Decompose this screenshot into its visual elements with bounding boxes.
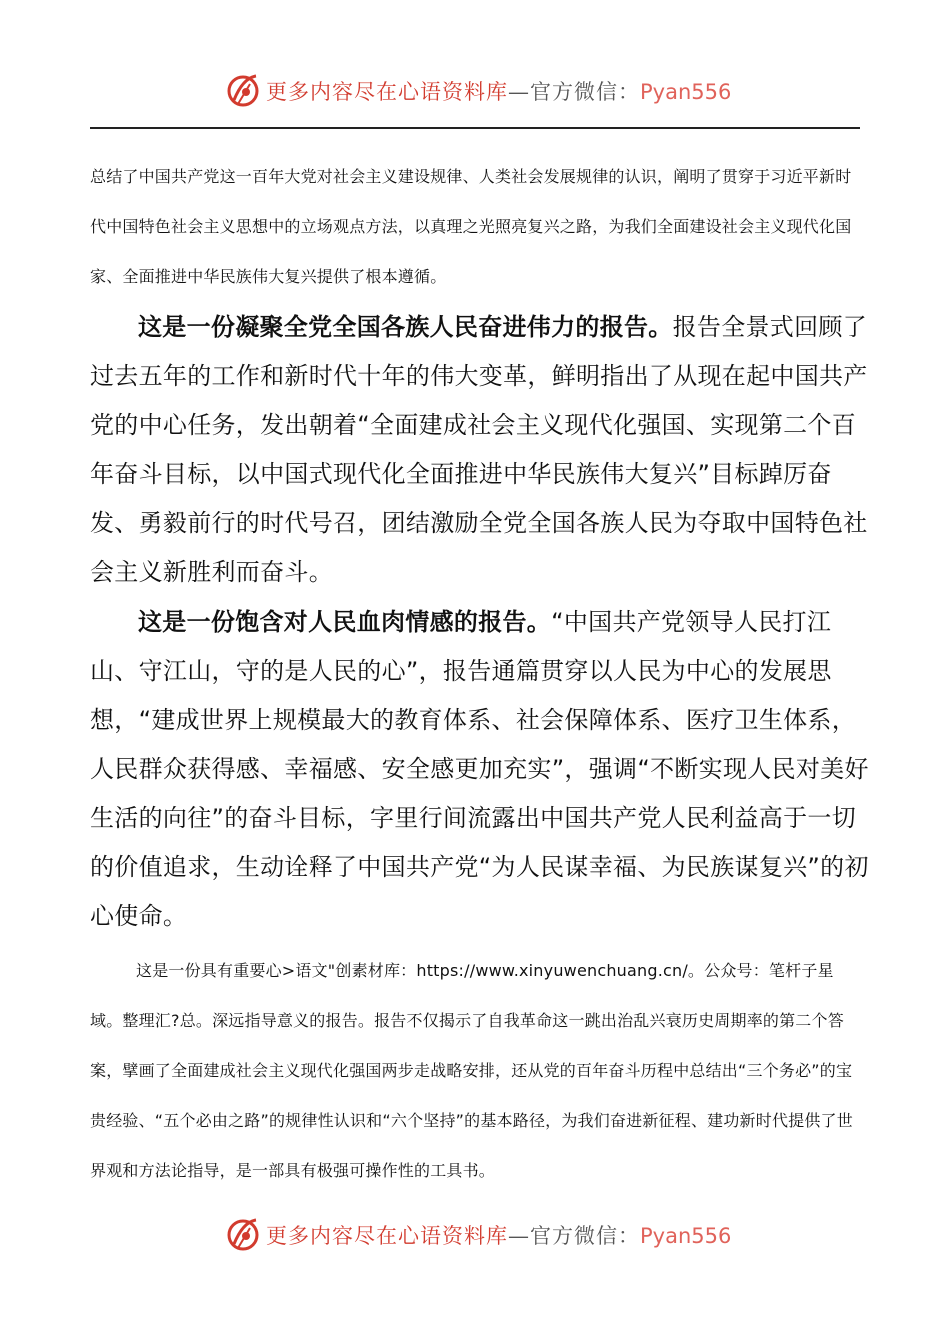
brand-logo-icon (226, 1214, 262, 1254)
brand-text: 更多内容尽在心语资料库 (266, 80, 508, 104)
paragraph-1-body: 报告全景式回顾了过去五年的工作和新时代十年的伟大变革，鲜明指出了从现在起中国共产党的中心任务，发出朝着“全面建成社会主义现代化强国、实现第二个百年奋斗目标，以中国式现代化全面推进中华民族伟大复兴”目标踔厉奋发、勇毅前行的时代号召，团结激励全党全国各族人民为夺取中国特色社会主义新胜利而奋斗。 (90, 313, 868, 586)
dash: — (508, 80, 530, 104)
brand-text: 更多内容尽在心语资料库 (266, 1224, 508, 1248)
wechat-account: Pyan556 (640, 80, 732, 104)
wechat-account: Pyan556 (640, 1224, 732, 1248)
paragraph-3-text: 这是一份具有重要心>语文"创素材库：https://www.xinyuwenchuang.cn/。公众号：笔杆子星域。整理汇?总。深远指导意义的报告。报告不仅揭示了自我革命这一跳出治乱兴衰历史周期率的第二个答案，擘画了全面建成社会主义现代化强国两步走战略安排，还从党的百年奋斗历程中总结出“三个务必”的宝贵经验、“五个必由之路”的规律性认识和“六个坚持”的基本路径，为我们奋进新征程、建功新时代提供了世界观和方法论指导，是一部具有极强可操作性的工具书。 (90, 961, 853, 1180)
footer-text (266, 1220, 731, 1250)
paragraph-2-lead: 这是一份饱含对人民血肉情感的报告。 (138, 608, 552, 636)
paragraph-2-body: “中国共产党领导人民打江山、守江山，守的是人民的心”，报告通篇贯穿以人民为中心的发展思想，“建成世界上规模最大的教育体系、社会保障体系、医疗卫生体系，人民群众获得感、幸福感、安全感更加充实”，强调“不断实现人民对美好生活的向往”的奋斗目标，字里行间流露出中国共产党人民利益高于一切的价值追求，生动诠释了中国共产党“为人民谋幸福、为民族谋复兴”的初心使命。 (90, 608, 869, 930)
wechat-label: 官方微信： (530, 80, 640, 104)
paragraph-1 (90, 303, 870, 597)
footer-banner (0, 1214, 950, 1262)
header-divider (90, 127, 860, 129)
paragraph-3 (90, 946, 865, 1196)
header-text (266, 76, 731, 106)
wechat-label: 官方微信： (530, 1224, 640, 1248)
paragraph-1-lead: 这是一份凝聚全党全国各族人民奋进伟力的报告。 (138, 313, 673, 341)
header-banner (0, 70, 950, 118)
paragraph-continuation: 总结了中国共产党这一百年大党对社会主义建设规律、人类社会发展规律的认识，阐明了贯穿于习近平新时代中国特色社会主义思想中的立场观点方法，以真理之光照亮复兴之路，为我们全面建设社会主义现代化国家、全面推进中华民族伟大复兴提供了根本遵循。 (90, 167, 852, 286)
brand-logo-icon (226, 70, 262, 110)
dash: — (508, 1224, 530, 1248)
paragraph-2 (90, 598, 870, 941)
